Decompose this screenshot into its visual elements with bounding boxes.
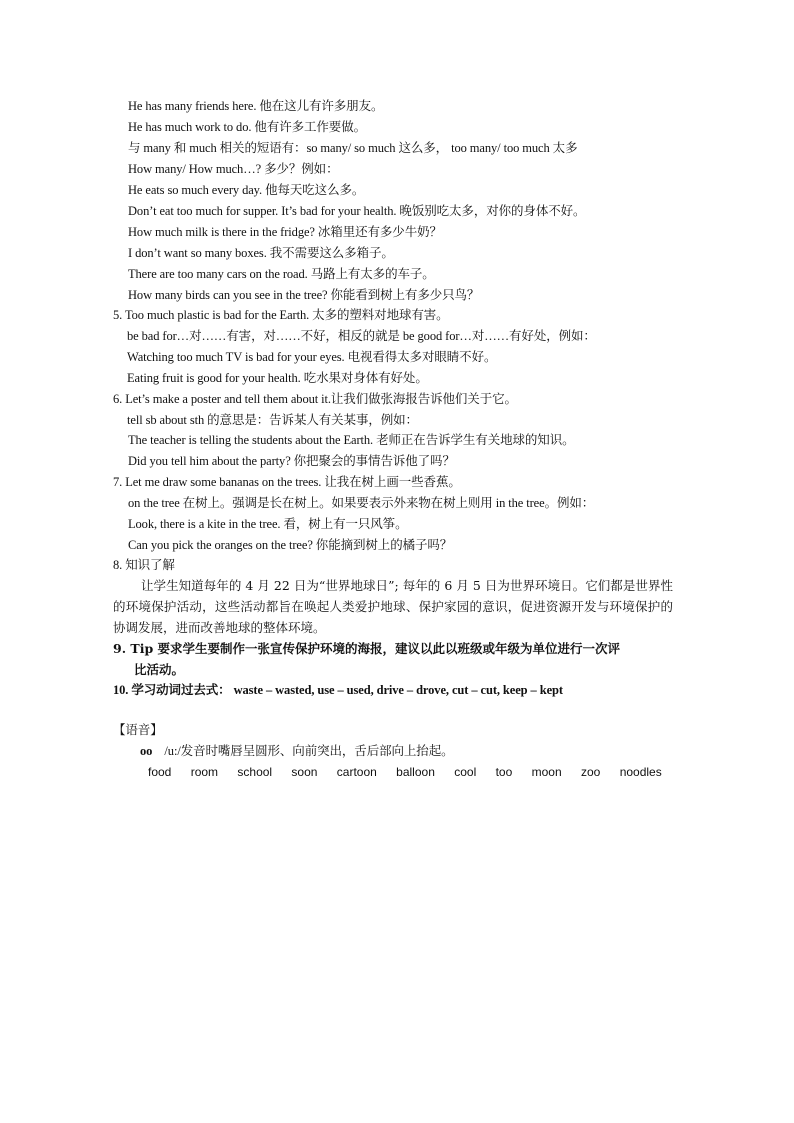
item-7-heading: 7. Let me draw some bananas on the trees. 让我在树上画一些香蕉。	[113, 475, 461, 489]
be-bad-for-explanation: be bad for…对……有害，对……不好，相反的就是 be good for…对……有好处，例如：	[127, 329, 596, 343]
how-many-how-much: How many/ How much…? 多少？例如：	[128, 162, 339, 176]
phrases-many-much: 与 many 和 much 相关的短语有：so many/ so much 这么多， too many/ too much 太多	[128, 141, 578, 155]
example-birds: How many birds can you see in the tree? 你能看到树上有多少只鸟？	[128, 288, 480, 302]
item-5-heading: 5. Too much plastic is bad for the Earth. 太多的塑料对地球有害。	[113, 308, 449, 322]
example-tv: Watching too much TV is bad for your eyes. 电视看得太多对眼睛不好。	[127, 350, 497, 364]
example-teacher: The teacher is telling the students about the Earth. 老师正在告诉学生有关地球的知识。	[128, 433, 575, 447]
tip-line-2: 比活动。	[134, 662, 185, 677]
word-item: cartoon	[336, 765, 377, 779]
word-item: noodles	[619, 765, 662, 779]
phonics-rule-text: /u:/发音时嘴唇呈圆形、向前突出，舌后部向上抬起。	[164, 744, 454, 758]
earth-day-paragraph: 让学生知道每年的 4 月 22 日为“世界地球日”; 每年的 6 月 5 日为世界环境日。它们都是世界性的环境保护活动，这些活动都旨在唤起人类爱护地球、保护家园的意识，促进资源开发与环境保护的协调发展，进而改善地球的整体环境。	[113, 578, 673, 635]
example-supper: Don’t eat too much for supper. It’s bad for your health. 晚饭别吃太多，对你的身体不好。	[128, 204, 586, 218]
phonics-rule	[140, 743, 454, 759]
example-party: Did you tell him about the party? 你把聚会的事情告诉他了吗？	[128, 454, 455, 468]
word-item: too	[495, 765, 513, 779]
tip-line-1: 9. Tip 要求学生要制作一张宣传保护环境的海报，建议以此以班级或年级为单位进行一次评	[113, 641, 621, 656]
word-item: cool	[454, 765, 477, 779]
item-8-heading: 8. 知识了解	[113, 558, 175, 572]
example-milk: How much milk is there in the fridge? 冰箱里还有多少牛奶？	[128, 225, 442, 239]
example-fruit: Eating fruit is good for your health. 吃水果对身体有好处。	[127, 371, 428, 385]
word-item: balloon	[396, 765, 435, 779]
phonics-letters: oo	[140, 744, 153, 758]
item-9-tip	[113, 638, 675, 680]
example-boxes: I don’t want so many boxes. 我不需要这么多箱子。	[128, 246, 394, 260]
example-many-friends: He has many friends here. 他在这儿有许多朋友。	[128, 99, 384, 113]
word-item: soon	[291, 765, 318, 779]
example-kite: Look, there is a kite in the tree. 看，树上有一只风筝。	[128, 517, 408, 531]
word-item: food	[148, 765, 172, 779]
word-item: school	[237, 765, 273, 779]
word-item: moon	[531, 765, 562, 779]
phonics-word-list	[148, 764, 678, 780]
word-item: room	[190, 765, 219, 779]
tell-sb-explanation: tell sb about sth 的意思是：告诉某人有关某事，例如：	[127, 413, 418, 427]
phonics-heading: 【语音】	[113, 722, 163, 737]
example-much-work: He has much work to do. 他有许多工作要做。	[128, 120, 366, 134]
example-eats-so-much: He eats so much every day. 他每天吃这么多。	[128, 183, 365, 197]
item-10-past-tense: 10. 学习动词过去式： waste – wasted, use – used, drive – drove, cut – cut, keep – kept	[113, 683, 563, 697]
word-item: zoo	[580, 765, 601, 779]
on-the-tree-explanation: on the tree 在树上。强调是长在树上。如果要表示外来物在树上则用 in the tree。例如：	[128, 496, 595, 510]
example-cars: There are too many cars on the road. 马路上有太多的车子。	[128, 267, 435, 281]
example-oranges: Can you pick the oranges on the tree? 你能摘到树上的橘子吗？	[128, 538, 453, 552]
item-6-heading: 6. Let’s make a poster and tell them about it.让我们做张海报告诉他们关于它。	[113, 392, 517, 406]
